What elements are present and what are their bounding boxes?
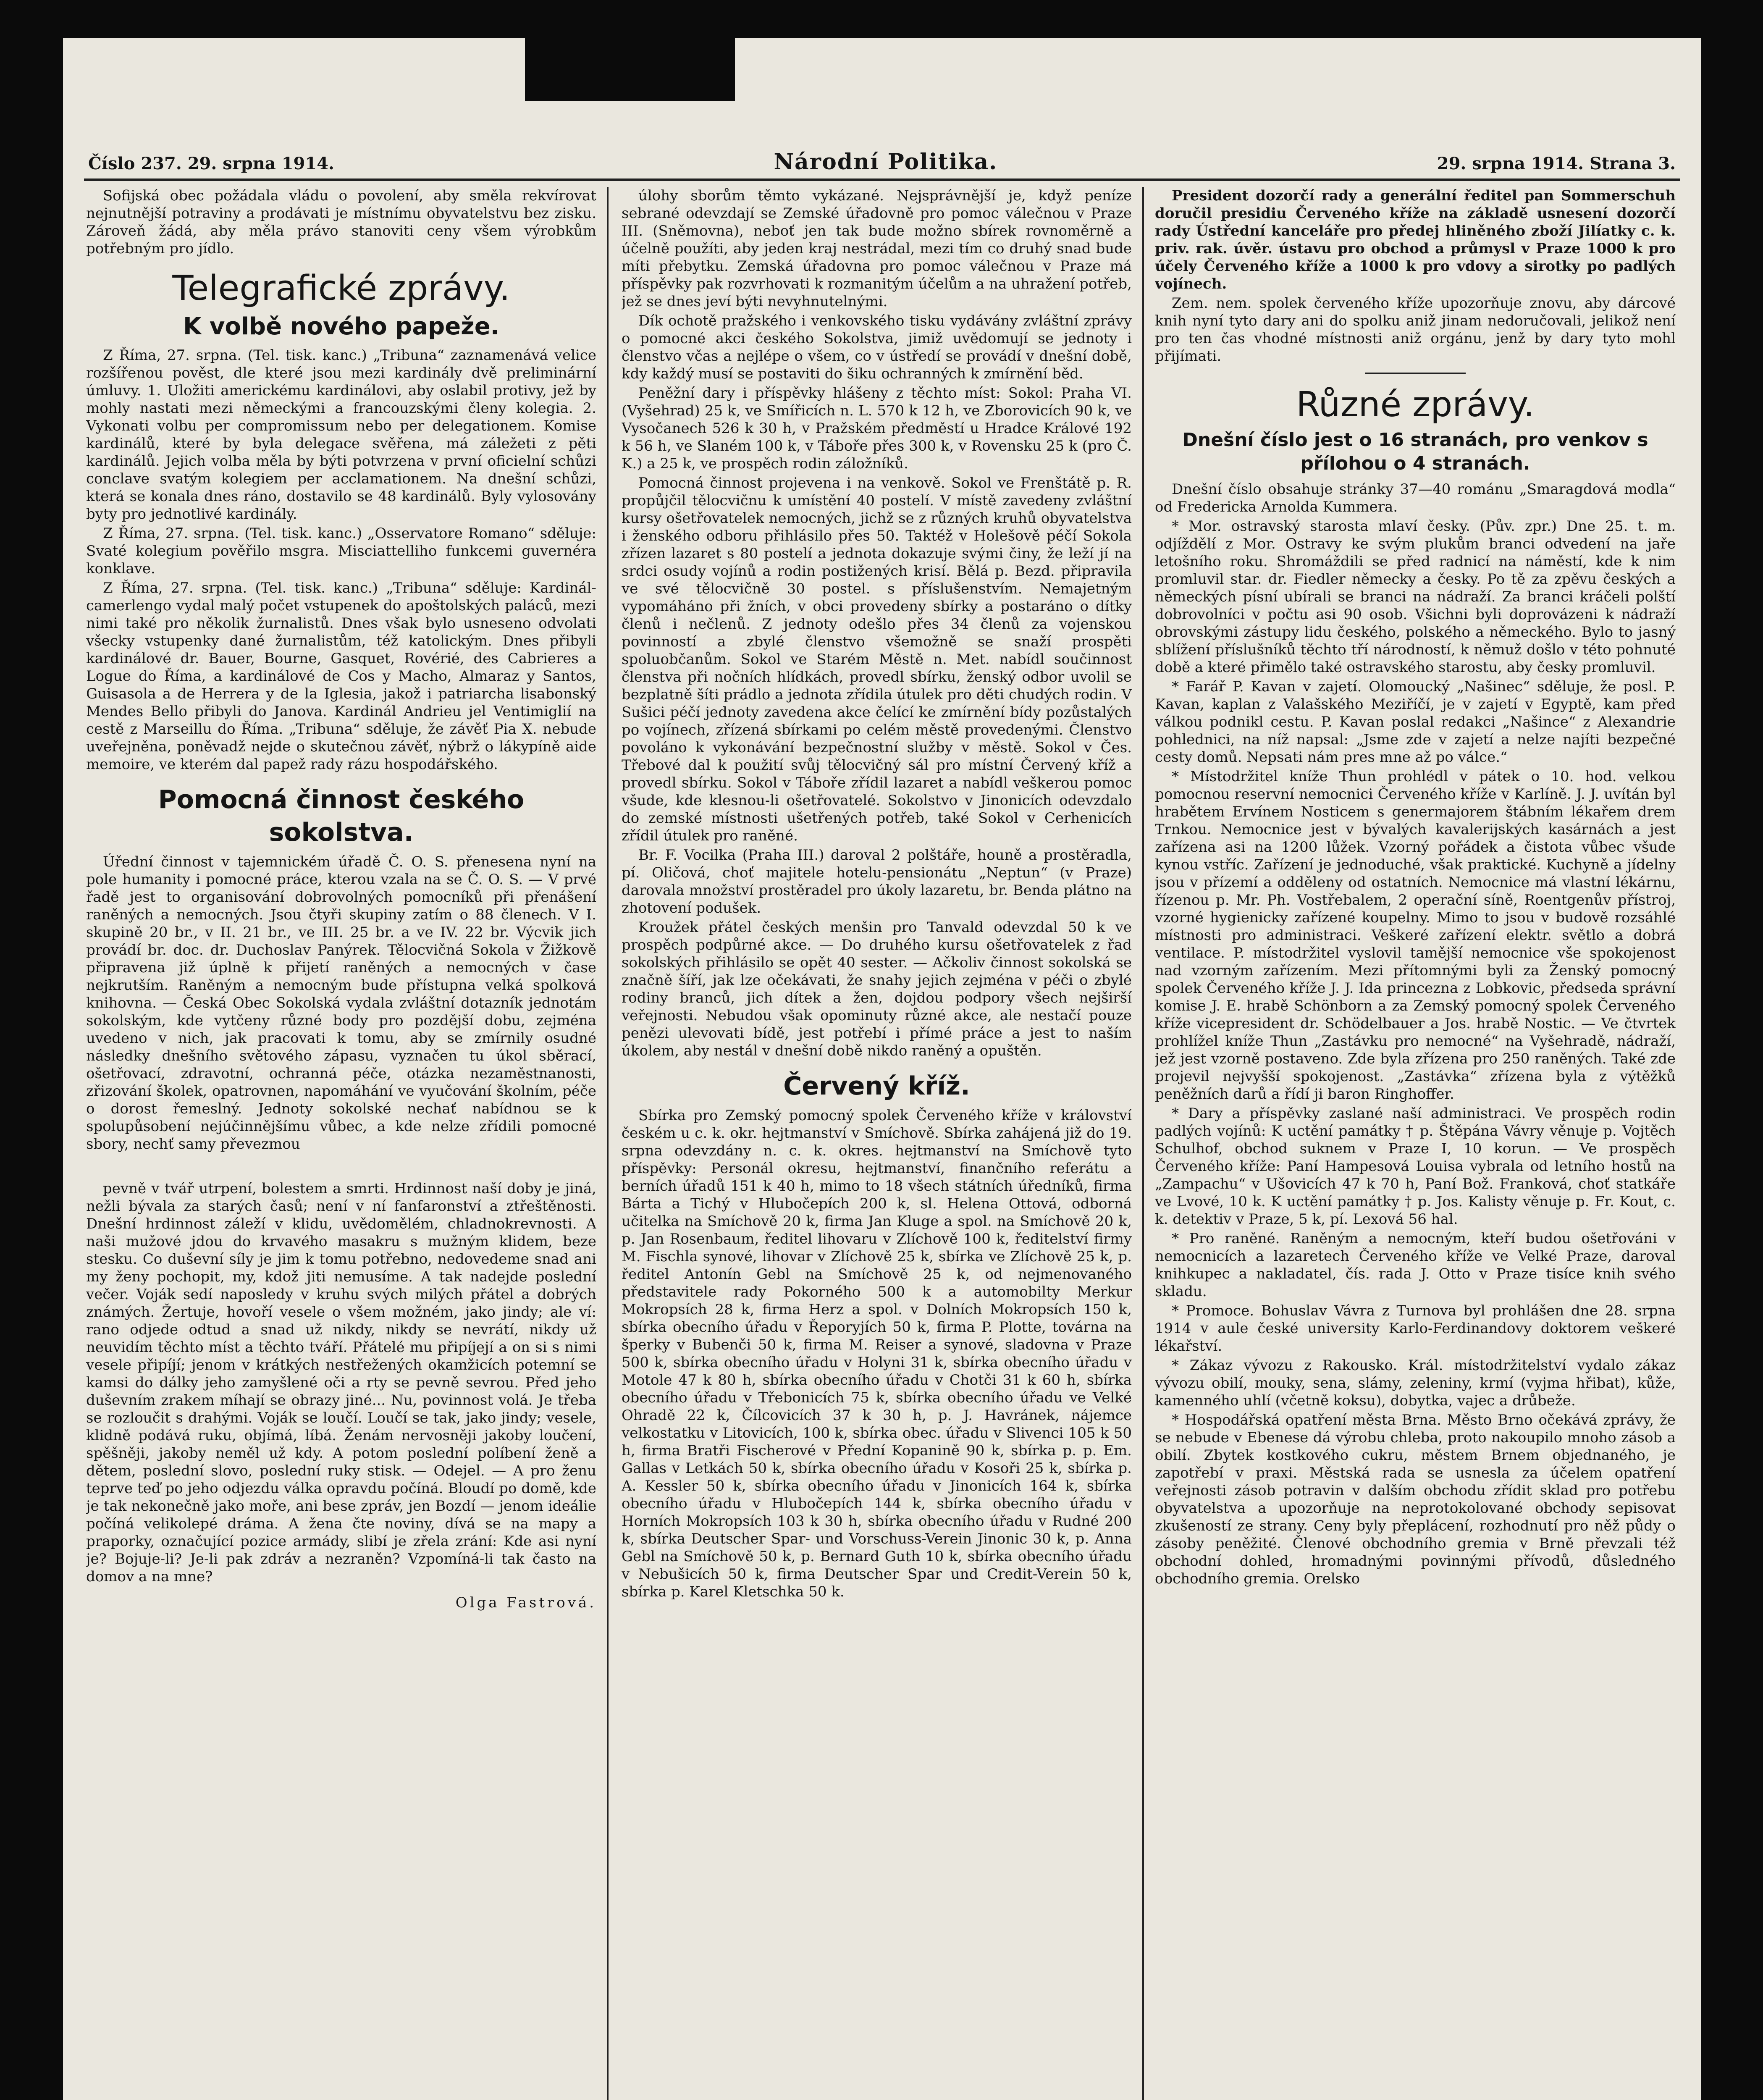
paragraph: President dozorčí rady a generální ředitel pan Sommerschuh doručil presidiu Červeného kříže na základě usnesení dozorčí rady Ústřední kanceláře pro předej hliněného zboží Jilíatky c. k. priv. rak. úvěr. ústavu pro obchod a průmysl v Praze 1000 k pro účely Červeného kříže a 1000 k pro vdovy a sirotky po padlých vojínech.	[1155, 187, 1676, 292]
paragraph: Z Říma, 27. srpna. (Tel. tisk. kanc.) „Tribuna“ sděluje: Kardinál-camerlengo vydal malý počet vstupenek do apoštolských paláců, mezi nimi také pro několik žurnalistů. Dnes však bylo usneseno odvolati všecky vstupenky dané žurnalistům, též katolickým. Dnes přibyli kardinálové dr. Bauer, Bourne, Gasquet, Rovérié, des Cabrieres a Logue do Říma, a kardinálové de Cos y Macho, Almaraz y Santos, Guisasola a de Herrera y de la Iglesia, jakož i patriarcha lisabonský Mendes Bello přibyli do Janova. Kardinál Andrieu jel Ventimiglií na cestě z Marseillu do Říma. „Tribuna“ sděluje, že závěť Pia X. nebude uveřejněna, poněvadž nejde o skutečnou závěť, nýbrž o lákypíně aide memoire, ve kterém dal papež rady rázu hospodářského.	[86, 580, 596, 773]
paragraph: * Promoce. Bohuslav Vávra z Turnova byl prohlášen dne 28. srpna 1914 v aule české university Karlo-Ferdinandovy doktorem veškeré lékařství.	[1155, 1302, 1676, 1354]
column-1	[86, 187, 596, 2100]
section-title: Různé zprávy.	[1296, 385, 1535, 425]
paragraph: Kroužek přátel českých menšin pro Tanvald odevzdal 50 k ve prospěch podpůrné akce. — Do druhého kursu ošetřovatelek z řad sokolských přihlásilo se opět 40 sester. — Ačkoliv činnost sokolská se značně šíří, jak lze očekávati, že snahy jejich zejména v péči o zbylé rodiny branců, jich dítek a žen, dojdou podpory všech nejširší veřejnosti. Nebudou však opominuty různé akce, ale nestačí pouze penězi ulevovati bídě, jest potřebí i přímé práce a jest to naším úkolem, aby nestál v dnešní době nikdo raněný a opuštěn.	[622, 919, 1132, 1059]
issue-date: Číslo 237. 29. srpna 1914.	[88, 154, 334, 173]
column-divider	[1142, 187, 1144, 2100]
paragraph: Dík ochotě pražského i venkovského tisku vydávány zvláštní zprávy o pomocné akci českého Sokolstva, jimiž uvědomují se jednoty i členstvo včas a nejlépe o všem, co v ústředí se provádí v dnešní době, kdy každý musí se postaviti do šiku ochranných k zmírnění běd.	[622, 312, 1132, 382]
paragraph: * Pro raněné. Raněným a nemocným, kteří budou ošetřováni v nemocnicích a lazaretech Červeného kříže ve Velké Praze, daroval knihkupec a nakladatel, čís. rada J. Otto v Praze tisíce knih svého skladu.	[1155, 1230, 1676, 1300]
feuilleton-text: pevně v tvář utrpení, bolestem a smrti. Hrdinnost naší doby je jiná, nežli bývala za starých časů; není v ní fanfaronství a ztřeštěnosti. Dnešní hrdinnost záleží v klidu, uvědomělém, chladnokrevnosti. A naši mužové jdou do krvavého masakru s mužným klidem, beze stesku. Co duševní síly je jim k tomu potřebno, nedovedeme snad ani my ženy pochopit, my, kdož jiti nemusíme. A tak nadejde poslední večer. Voják sedí naposledy v kruhu svých milých přátel a dobrých známých. Žertuje, hovoří vesele o všem možném, jako jindy; ale ví: rano odjede odtud a snad už nikdy, nikdy se nevrátí, nikdy už neuvidím těchto míst a těchto tváří. Přátelé mu připíjejí a on si s nimi vesele připíjí; jenom v krátkých nestřežených okamžicích potemní se kamsi do dálky jeho zamyšlené oči a rty se pevně sevrou. Před jeho duševním zrakem míhají se obrazy jiné... Nu, povinnost volá. Je třeba se rozloučit s drahými. Voják se loučí. Loučí se tak, jako jindy; vesele, klidně podává ruku, objímá, líbá. Ženám nervosněji jakoby loučení, spěšněji, jakoby neměl už kdy. A potom poslední políbení ženě a dětem, poslední slovo, poslední ruky stisk. — Odejel. — A pro ženu teprve teď po jeho odjezdu válka opravdu počíná. Bloudí po domě, kde je tak nekonečně jako moře, ani bese zpráv, jen Bozdí — jenom ideálie počíná velikolepé dráma. A žena čte noviny, dívá se na mapy a praporky, označující pozice armády, slibí je zřela zrání: Kde asi nyní je? Bojuje-li? Je-li pak zdráv a nezraněn? Vzpomíná-li tak často na domov a na mne?	[86, 1180, 596, 1585]
newspaper-page	[63, 38, 1701, 2100]
column-3	[1155, 187, 1676, 2100]
paragraph: * Hospodářská opatření města Brna. Město Brno očekává zprávy, že se nebude v Ebenese dá výrobu chleba, proto nakoupilo mnoho zásob a obilí. Zbytek kostkového cukru, městem Brnem objednaného, je zapotřebí v praxi. Městská rada se usnesla za účelem opatření veřejnosti zásob potravin v dalším obchodu zřídit sklad pro potřebu obyvatelstva a upozorňuje na neprotokolované obchody sepisovat zkušeností ze strany. Ceny byly přeplácení, rozhodnutí pro něž půdy o zásoby peněžité. Členové obchodního gremia v Brně převzali též obchodní dohled, hromadnými povinnými přívodů, důsledného obchodního gremia. Orelsko	[1155, 1412, 1676, 1587]
torn-edge	[525, 38, 735, 101]
header-rule	[84, 178, 1680, 181]
paragraph: Sofijská obec požádala vládu o povolení, aby směla rekvírovat nejnutnější potraviny a prodávati je místnímu obyvatelstvu bez zisku. Zároveň žádá, aby měla právo stanoviti ceny všem výrobkům potřebným pro jídlo.	[86, 187, 596, 257]
paragraph: * Farář P. Kavan v zajetí. Olomoucký „Našinec“ sděluje, že posl. P. Kavan, kaplan z Valašského Meziříčí, je v zajetí v Egyptě, kam před válkou podnikl cestu. P. Kavan poslal redakci „Našince“ z Alexandrie pohlednici, na níž napsal: „Jsme zde v zajetí a nelze najíti bezpečné cesty domů. Nepsati nám pres mne až po válce.“	[1155, 678, 1676, 766]
section-title: Červený kříž.	[783, 1071, 970, 1101]
spacer	[86, 1155, 596, 1180]
article-title: K volbě nového papeže.	[183, 313, 500, 340]
paragraph: Dnešní číslo obsahuje stránky 37—40 románu „Smaragdová modla“ od Fredericka Arnolda Kummera.	[1155, 481, 1676, 515]
paragraph: Peněžní dary i příspěvky hlášeny z těchto míst: Sokol: Praha VI. (Vyšehrad) 25 k, ve Smířicích n. L. 570 k 12 h, ve Zborovicích 90 k, ve Vysočanech 526 k 30 h, v Pražském předměstí u Hradce Králové 192 k 56 h, ve Slaném 100 k, v Táboře přes 300 k, v Rovensku 25 k (pro Č. K.) a 25 k, ve prospěch rodin záložníků.	[622, 385, 1132, 472]
article-title: Pomocná činnost českého sokolstva.	[158, 785, 525, 847]
paragraph: * Dary a příspěvky zaslané naší administraci. Ve prospěch rodin padlých vojínů: K uctění památky † p. Štěpána Vávry věnuje p. Vojtěch Schulhof, obchod suknem v Praze I, 10 korun. — Ve prospěch Červeného kříže: Paní Hampesová Louisa vybrala od letního hostů na „Zampachu“ v Ušovicích 47 k 70 h, Paní Bož. Franková, choť statkáře ve Lvové, 10 k. K uctění památky † p. Jos. Kalisty věnuje p. Fr. Kout, c. k. detektiv v Praze, 5 k, pí. Lexová 56 hal.	[1155, 1105, 1676, 1228]
notice: Dnešní číslo jest o 16 stranách, pro venkov s přílohou o 4 stranách.	[1182, 429, 1648, 474]
paragraph: Z Říma, 27. srpna. (Tel. tisk. kanc.) „Osservatore Romano“ sděluje: Svaté kolegium pověřilo msgra. Misciattelliho funkcemi guvernéra konklave.	[86, 525, 596, 577]
paragraph: Pomocná činnost projevena i na venkově. Sokol ve Frenštátě p. R. propůjčil tělocvičnu k umístění 40 postelí. V místě zavedeny zvláštní kursy ošetřovatelek nemocných, jichž se z různých kruhů obyvatelstva i ženského odboru přihlásilo přes 50. Taktéž v Holešově péčí Sokola zřízen lazaret s 80 postelí a jednota dokazuje svými činy, že leží jí na srdci osudy vojínů a rodin postižených krisí. Bělá p. Bezd. připravila ve své tělocvičně 30 postel. s příslušenstvím. Nemajetným vypomáháno při žních, v obci provedeny sbírky a postaráno o dítky členů i nečlenů. Z jednoty odešlo přes 34 členů za vojenskou povinností a zbylé členstvo všemožně se snaží prospěti spoluobčanům. Sokol ve Starém Městě n. Met. nabídl součinnost členstva při nočních hlídkách, provedl sbírku, ženský odbor uvolil se bezplatně šíti prádlo a jednota zřídila útulek pro děti chudých rodin. V Sušici péčí jednoty zavedena akce čelící ke zmírnění bídy pozůstalých po vojínech, zřízená sbírkami po celém městě provedenými. Členstvo povoláno k vykonávání bezpečnostní služby v městě. Sokol v Čes. Třebové dal k použití svůj tělocvičný sál pro místní Červený kříž a provedl sbírku. Sokol v Táboře zřídil lazaret a nabídl veškerou pomoc všude, kde klesnou-li ošetřovatelé. Sokolstvo v Jinonicích odevzdalo do zemské místnosti ušetřených potřeb, také Sokol v Cerhenicích zřídil útulek pro raněné.	[622, 475, 1132, 844]
page-number: 29. srpna 1914. Strana 3.	[1437, 154, 1676, 173]
paragraph: Br. F. Vocilka (Praha III.) daroval 2 polštáře, houně a prostěradla, pí. Oličová, choť majitele hotelu-pensionátu „Neptun“ (v Praze) darovala množství prostěradel pro úkoly lazaretu, br. Benda plátno na zhotovení podušek.	[622, 847, 1132, 916]
separator	[1365, 373, 1466, 374]
paragraph: * Mor. ostravský starosta mlaví česky. (Pův. zpr.) Dne 25. t. m. odjíždělí z Mor. Ostravy ke svým plukům branci odvedení na jaře letošního roku. Shromáždili se před radnicí na náměstí, kde k nim promluvil star. dr. Fiedler německy a česky. Po tě za zpěvu českých a německých písní ubírali se branci na nádraží. Za branci kráčeli polští dobrovolníci v počtu asi 90 osob. Všichni byli doprovázeni k nádraží obrovskými zástupy lidu českého, polského a německého. Bylo to jasný sblížení příslušníků těchto tří národností, k němuž došlo v této pohnuté době a které přimělo také ostravského starostu, aby česky promluvil.	[1155, 518, 1676, 676]
paragraph: Úřední činnost v tajemnickém úřadě Č. O. S. přenesena nyní na pole humanity i pomocné práce, kterou vzala na se Č. O. S. — V prvé řadě jest to organisování dobrovolných pomocníků při přenášení raněných a nemocných. Jsou čtyři skupiny zatím o 88 členech. V I. skupině 20 br., v II. 21 br., ve III. 25 br. a ve IV. 22 br. Výcvik jich provádí br. doc. dr. Duchoslav Panýrek. Tělocvičná Sokola v Žižkově připravena již úplně k přijetí raněných a nemocných v čase nejkrutším. Raněným a nemocným bude přístupna velká spolková knihovna. — Česká Obec Sokolská vydala zvláštní dotazník jednotám sokolským, kde vytčeny různé body pro pozdější dobu, zejména uvedeno v nich, jak pracovati k tomu, aby se zmírnily osudné následky dnešního světového zápasu, vyznačen tu úkol sběrací, ošetřovací, zdravotní, ochranná péče, otázka nezaměstnanosti, zřizování školek, opatrovnen, napomáhání ve vyučování školním, péče o dorost řemeslný. Jednoty sokolské nechať nabídnou se k spolupůsobení nejúčinnějšímu vůbec, a kde nelze zřídili pomocné sbory, nechť samy převezmou	[86, 853, 596, 1152]
paragraph: * Zákaz vývozu z Rakousko. Král. místodržitelství vydalo zákaz vývozu obilí, mouky, sena, slámy, zeleniny, krmí (vyjma hřibat), kůže, kamenného uhlí (včetně koksu), dobytka, vajec a drůbeže.	[1155, 1357, 1676, 1409]
column-divider	[607, 187, 609, 2100]
signature: Olga Fastrová.	[455, 1594, 596, 1611]
paragraph: úlohy sborům těmto vykázané. Nejsprávnější je, když peníze sebrané odevzdají se Zemské úřadovně pro pomoc válečnou v Praze III. (Sněmovna), neboť jen tak bude možno sbírek rovnoměrně a účelně použíti, aby jeden kraj nestrádal, mezi tím co druhý snad bude míti přebytku. Zemská úřadovna pro pomoc válečnou v Praze má příspěvky pak rozvrhovati k rozmanitým účelům a na uhražení potřeb, jež se dnes jeví býti nevyhnutelnými.	[622, 187, 1132, 310]
masthead: Národní Politika.	[774, 149, 998, 175]
paragraph: Zem. nem. spolek červeného kříže upozorňuje znovu, aby dárcové knih nyní tyto dary ani do spolku aniž jinam nedoručovali, jelikož není pro ten čas vhodné místnosti aniž orgánu, jenž by dary tyto mohl přijímati.	[1155, 295, 1676, 365]
paragraph: Z Říma, 27. srpna. (Tel. tisk. kanc.) „Tribuna“ zaznamenává velice rozšířenou pověst, dle které jsou mezi kardinály dvě preliminární úmluvy. 1. Uložiti americkému kardinálovi, aby oslabil protivy, jež by mohly nastati mezi německými a francouzskými členy kolegia. 2. Vykonati volbu per compromissum nebo per delegationem. Komise kardinálů, které by byla delegace svěřena, má záležeti z pěti kardinálů. Jejich volba měla by býti potvrzena v první oficielní schůzi conclave svatým kolegiem per acclamationem. Na dnešní schůzi, která se konala dnes ráno, dostavilo se 48 kardinálů. Byly vylosovány byty pro jednotlivé kardinály.	[86, 347, 596, 522]
page-header	[88, 149, 1676, 178]
column-2	[622, 187, 1132, 2100]
paragraph: Sbírka pro Zemský pomocný spolek Červeného kříže v království českém u c. k. okr. hejtmanství v Smíchově. Sbírka zahájená již do 19. srpna odevzdány n. c. k. okres. hejtmanství na Smíchově tyto příspěvky: Personál okresu, hejtmanství, finančního referátu a berních úřadů 151 k 40 h, mimo to 18 všech státních úředníků, firma Bárta a Tichý v Hlubočepích 200 k, sl. Helena Ottová, odborná učitelka na Smíchově 20 k, firma Jan Kluge a spol. na Smíchově 20 k, p. Jan Rosenbaum, ředitel lihovaru v Zlíchově 100 k, ředitelství firmy M. Fischla synové, lihovar v Zlíchově 25 k, sbírka ve Zlíchově 25 k, p. ředitel Antonín Gebl na Smíchově 25 k, od nejmenovaného představitele rady Pokorného 500 k a automobilty Merkur Mokropsích 28 k, firma Herz a spol. v Dolních Mokropsích 150 k, sbírka obecního úřadu v Řeporyjích 50 k, firma P. Plotte, továrna na šperky v Bubenči 50 k, firma M. Reiser a synové, sladovna v Praze 500 k, sbírka obecního úřadu v Holyni 31 k, sbírka obecního úřadu v Motole 47 k 80 h, sbírka obecního úřadu v Chotči 31 k 60 h, sbírka obecního úřadu v Třebonicích 75 k, sbírka obecního úřadu ve Velké Ohradě 22 k, Čílcovicích 37 k 30 h, p. J. Havránek, nájemce velkostatku v Litovicích, 100 k, sbírka obec. úřadu v Slivenci 105 k 50 h, firma Bratři Fischerové v Přední Kopanině 90 k, sbírka p. p. Em. Gallas v Letkách 50 k, sbírka obecního úřadu v Kosoři 25 k, sbírka p. A. Kessler 50 k, sbírka obecního úřadu v Jinonicích 164 k, sbírka obecního úřadu v Hlubočepích 144 k, sbírka obecního úřadu v Horních Mokropsích 103 k 30 h, sbírka obecního úřadu v Rudné 200 k, sbírka Deutscher Spar- und Vorschuss-Verein Jinonic 30 k, p. Anna Gebl na Smíchově 50 k, p. Bernard Guth 10 k, sbírka obecního úřadu v Nebušicích 50 k, firma Deutscher Spar und Credit-Verein 50 k, sbírka p. Karel Kletschka 50 k.	[622, 1107, 1132, 1600]
paragraph: * Místodržitel kníže Thun prohlédl v pátek o 10. hod. velkou pomocnou reservní nemocnici Červeného kříže v Karlíně. J. J. uvítán byl hrabětem Ervínem Nosticem s genermajorem štábním lékařem drem Trnkou. Nemocnice jest v bývalých kavalerijských kasárnách a jest zařízena asi na 1200 lůžek. Vzorný pořádek a čistota vůbec všude kynou vstříc. Zařízení je jednoduché, však praktické. Kuchyně a jídelny jsou v přízemí a odděleny od ostatních. Nemocnice má vlastní lékárnu, řízenou p. Mr. Ph. Vostřebalem, 2 operační síně, Roentgenův přístroj, vzorné hygienicky zařízené koupelny. Mimo to jsou v budově rozsáhlé místnosti pro administraci. Veškeré zařízení elektr. světlo a dobrá ventilace. P. místodržitel vyslovil tamější nemocnice vše spokojenost nad vzorným zařízením. Mezi přítomnými byli za Ženský pomocný spolek Červeného kříže J. J. Ida princezna z Lobkovic, předseda správní komise J. E. hrabě Schönborn a za Zemský pomocný spolek Červeného kříže vicepresident dr. Schödelbauer a Jos. hrabě Nostic. — Ve čtvrtek prohlížel kníže Thun „Zastávku pro nemocné“ na Vyšehradě, nádraží, jež jest vzorně postaveno. Zde byla zřízena pro 250 raněných. Také zde projevil nejvyšší spokojenost. „Zastávka“ zřízena byla z výtěžků peněžních darů a řídí ji baron Ringhoffer.	[1155, 768, 1676, 1102]
section-title: Telegrafické zprávy.	[172, 268, 510, 308]
